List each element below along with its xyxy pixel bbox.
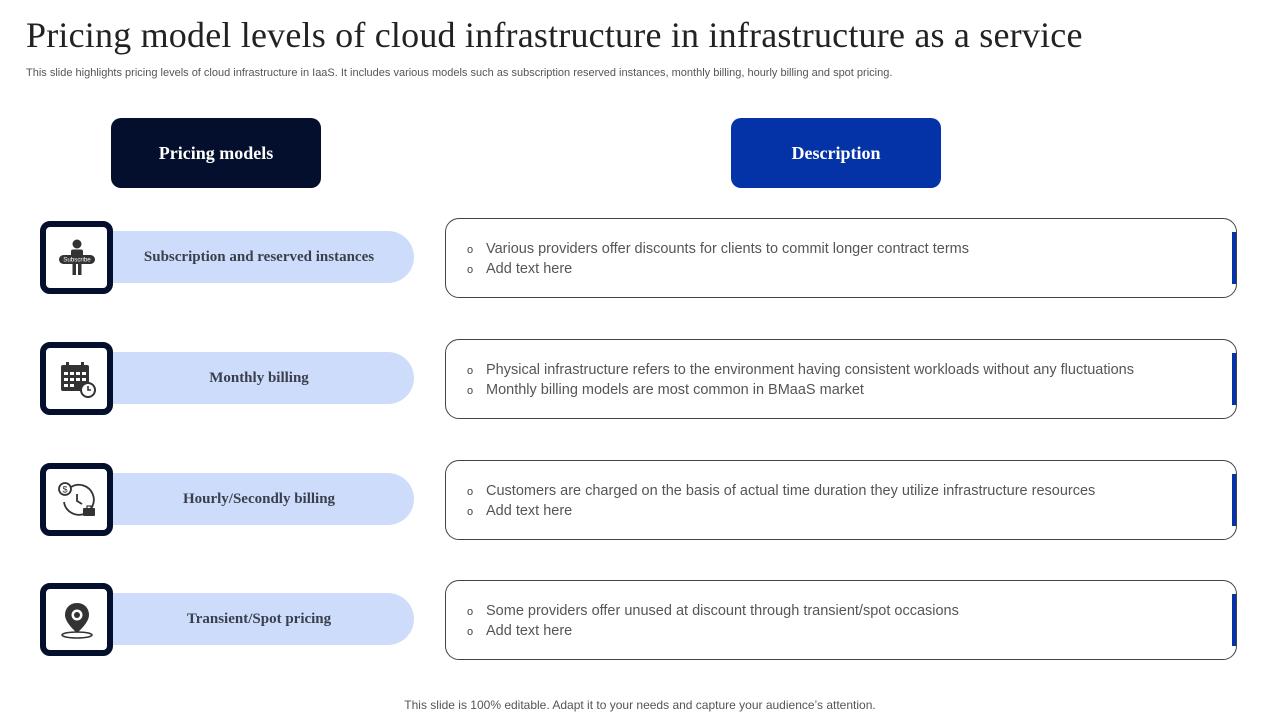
description-bullet: o Various providers offer discounts for clients to commit longer contract terms [467,241,969,257]
money-time-icon [40,463,113,536]
row-label: Subscription and reserved instances [80,231,414,283]
accent-bar [1232,594,1236,646]
description-box [445,580,1237,660]
description-bullet: o Add text here [467,623,573,639]
footer-note: This slide is 100% editable. Adapt it to your needs and capture your audience’s attention. [404,698,876,712]
svg-text:$: $ [61,484,68,494]
description-box [445,460,1237,540]
description-header: Description [731,118,941,188]
accent-bar [1232,353,1236,405]
pricing-row-hourly [0,460,1280,540]
description-bullet: o Monthly billing models are most common in BMaaS market [467,382,864,398]
location-pin-icon [40,583,113,656]
pricing-row-subscription [0,218,1280,298]
description-bullet: o Physical infrastructure refers to the environment having consistent workloads without any fluctuations [467,362,1134,378]
accent-bar [1232,232,1236,284]
pricing-row-monthly [0,339,1280,419]
page-subtitle: This slide highlights pricing levels of cloud infrastructure in IaaS. It includes various models such as subscription reserved instances, monthly billing, hourly billing and spot pricing. [26,67,893,79]
pricing-models-header: Pricing models [111,118,321,188]
row-label: Monthly billing [80,352,414,404]
pricing-row-spot [0,580,1280,660]
description-bullet: o Add text here [467,261,573,277]
page-title: Pricing model levels of cloud infrastructure in infrastructure as a service [26,15,1083,55]
description-box [445,339,1237,419]
description-bullet: o Some providers offer unused at discount through transient/spot occasions [467,603,959,619]
row-label: Transient/Spot pricing [80,593,414,645]
calendar-clock-icon [40,342,113,415]
subscribe-person-icon [40,221,113,294]
row-label: Hourly/Secondly billing [80,473,414,525]
description-box [445,218,1237,298]
accent-bar [1232,474,1236,526]
description-bullet: o Add text here [467,503,573,519]
svg-text:Subscribe: Subscribe [62,256,91,263]
description-bullet: o Customers are charged on the basis of actual time duration they utilize infrastructure resources [467,483,1096,499]
